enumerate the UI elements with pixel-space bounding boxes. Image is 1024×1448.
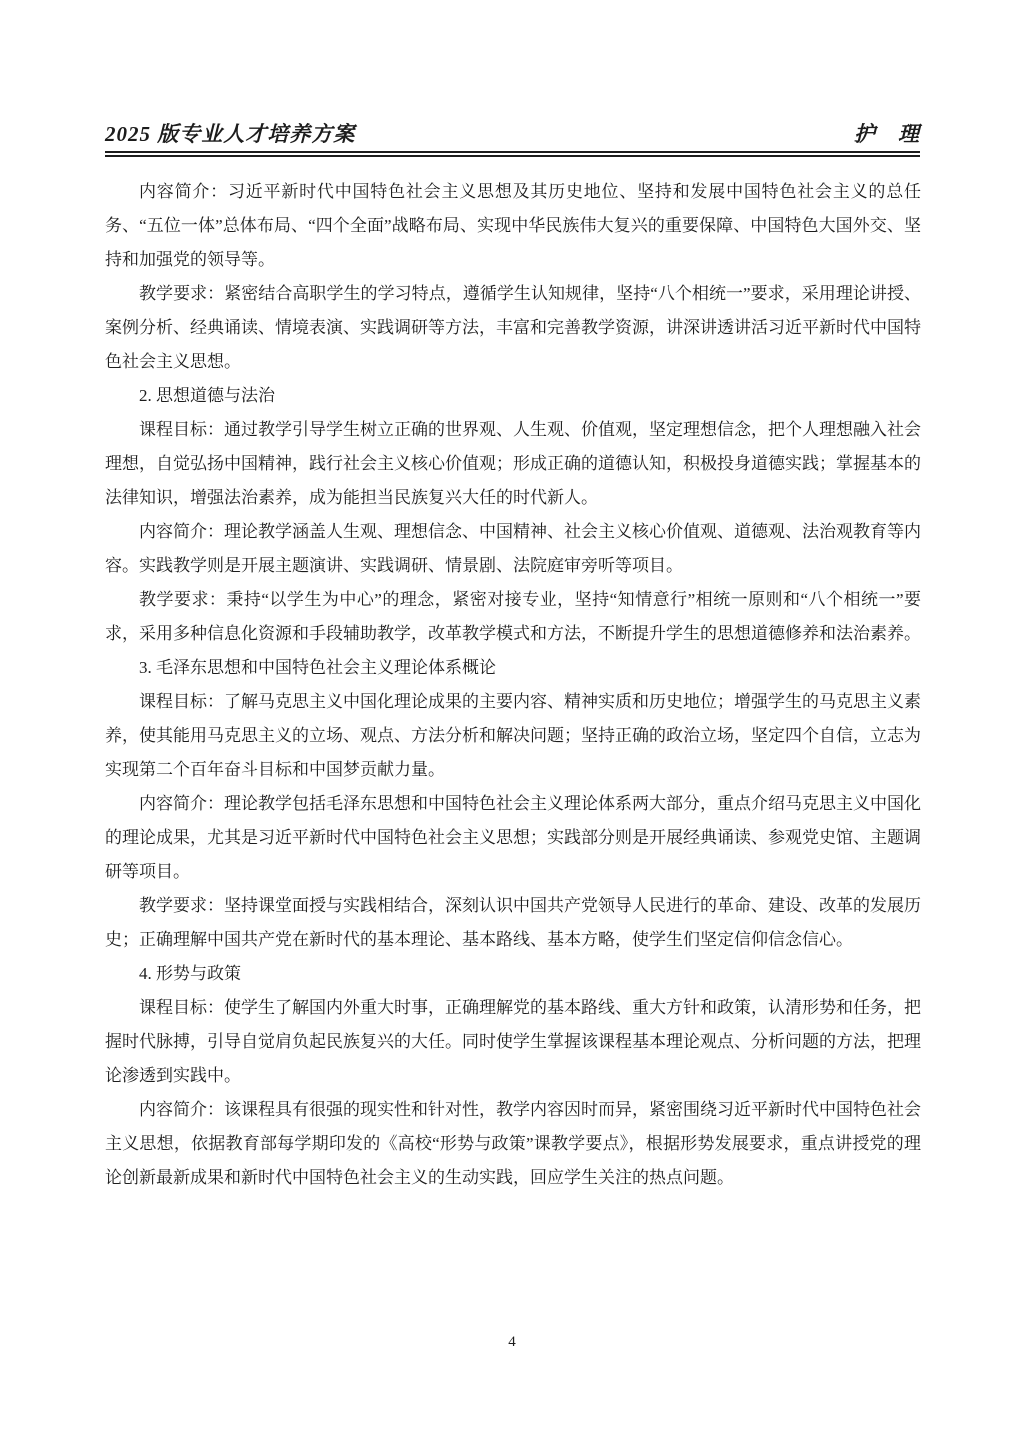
header-row — [105, 118, 920, 151]
paragraph: 课程目标：通过教学引导学生树立正确的世界观、人生观、价值观，坚定理想信念，把个人理想融入社会理想，自觉弘扬中国精神，践行社会主义核心价值观；形成正确的道德认知，积极投身道德实践；掌握基本的法律知识，增强法治素养，成为能担当民族复兴大任的时代新人。 — [105, 420, 921, 507]
section-heading: 2. 思想道德与法治 — [139, 386, 275, 405]
header-divider — [105, 151, 920, 157]
paragraph: 内容简介：习近平新时代中国特色社会主义思想及其历史地位、坚持和发展中国特色社会主义的总任务、“五位一体”总体布局、“四个全面”战略布局、实现中华民族伟大复兴的重要保障、中国特色大国外交、坚持和加强党的领导等。 — [105, 182, 921, 269]
paragraph: 教学要求：坚持课堂面授与实践相结合，深刻认识中国共产党领导人民进行的革命、建设、改革的发展历史；正确理解中国共产党在新时代的基本理论、基本路线、基本方略，使学生们坚定信仰信念信心。 — [105, 896, 921, 949]
paragraph: 课程目标：了解马克思主义中国化理论成果的主要内容、精神实质和历史地位；增强学生的马克思主义素养，使其能用马克思主义的立场、观点、方法分析和解决问题；坚持正确的政治立场，坚定四个自信，立志为实现第二个百年奋斗目标和中国梦贡献力量。 — [105, 692, 921, 779]
paragraph: 内容简介：理论教学涵盖人生观、理想信念、中国精神、社会主义核心价值观、道德观、法治观教育等内容。实践教学则是开展主题演讲、实践调研、情景剧、法院庭审旁听等项目。 — [105, 522, 921, 575]
document-body — [105, 175, 921, 1195]
paragraph: 教学要求：紧密结合高职学生的学习特点，遵循学生认知规律，坚持“八个相统一”要求，采用理论讲授、案例分析、经典诵读、情境表演、实践调研等方法，丰富和完善教学资源，讲深讲透讲活习近平新时代中国特色社会主义思想。 — [105, 284, 921, 371]
paragraph: 课程目标：使学生了解国内外重大时事，正确理解党的基本路线、重大方针和政策，认清形势和任务，把握时代脉搏，引导自觉肩负起民族复兴的大任。同时使学生掌握该课程基本理论观点、分析问题的方法，把理论渗透到实践中。 — [105, 998, 921, 1085]
page-header — [105, 118, 920, 157]
paragraph: 内容简介：该课程具有很强的现实性和针对性，教学内容因时而异，紧密围绕习近平新时代中国特色社会主义思想，依据教育部每学期印发的《高校“形势与政策”课教学要点》，根据形势发展要求，重点讲授党的理论创新最新成果和新时代中国特色社会主义的生动实践，回应学生关注的热点问题。 — [105, 1100, 921, 1187]
header-document-title: 2025 版专业人才培养方案 — [105, 122, 356, 146]
section-heading: 4. 形势与政策 — [139, 964, 241, 983]
paragraph: 内容简介：理论教学包括毛泽东思想和中国特色社会主义理论体系两大部分，重点介绍马克思主义中国化的理论成果，尤其是习近平新时代中国特色社会主义思想；实践部分则是开展经典诵读、参观党史馆、主题调研等项目。 — [105, 794, 921, 881]
paragraph: 教学要求：秉持“以学生为中心”的理念，紧密对接专业，坚持“知情意行”相统一原则和“八个相统一”要求，采用多种信息化资源和手段辅助教学，改革教学模式和方法，不断提升学生的思想道德修养和法治素养。 — [105, 590, 921, 643]
header-major-name: 护 理 — [854, 122, 920, 146]
page-footer — [0, 1334, 1024, 1351]
page-number: 4 — [508, 1334, 516, 1350]
section-heading: 3. 毛泽东思想和中国特色社会主义理论体系概论 — [139, 658, 496, 677]
